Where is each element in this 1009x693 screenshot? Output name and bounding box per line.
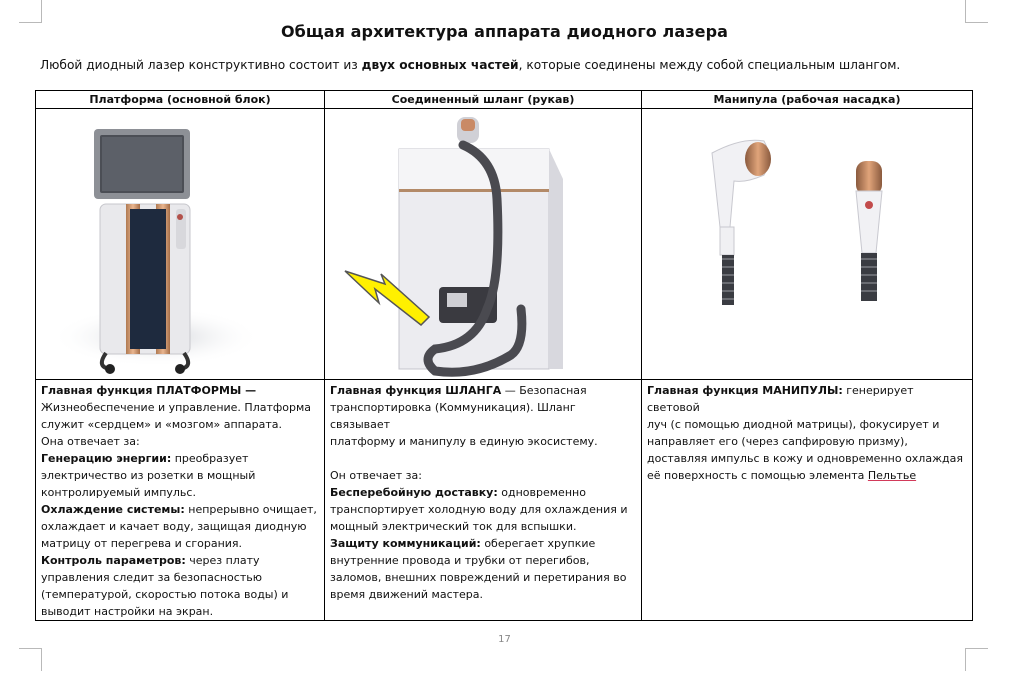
text-line: время движений мастера.	[330, 588, 484, 601]
table-text-row	[36, 380, 973, 621]
text-line: направляет его (через сапфировую призму),	[647, 435, 908, 448]
corner-mark-top-right	[965, 0, 988, 23]
table-header-row	[36, 91, 973, 109]
intro-text-bold: двух основных частей	[361, 58, 519, 72]
page-title: Общая архитектура аппарата диодного лазера	[280, 22, 729, 41]
text-line: Генерацию энергии: преобразует	[41, 452, 249, 465]
corner-mark-top-left	[19, 0, 42, 23]
text-line: Она отвечает за:	[41, 435, 140, 448]
platform-image-cell	[36, 109, 325, 380]
header-platform: Платформа (основной блок)	[36, 91, 325, 109]
text-line: доставляя импульс в кожу и одновременно охлаждая	[647, 452, 963, 465]
text-line: транспортирует холодную воду для охлаждения и	[330, 503, 628, 516]
corner-mark-bottom-right	[965, 648, 988, 671]
text-line: Он отвечает за:	[330, 469, 422, 482]
text-line: служит «сердцем» и «мозгом» аппарата.	[41, 418, 282, 431]
text-line: луч (с помощью диодной матрицы), фокусирует и	[647, 418, 940, 431]
page-number: 17	[498, 634, 511, 645]
handpiece-description	[642, 380, 973, 621]
text-line: матрицу от перегрева и сгорания.	[41, 537, 243, 550]
text-line: Главная функция ШЛАНГА — Безопасная	[330, 384, 587, 397]
text-line: Защиту коммуникаций: оберегает хрупкие	[330, 537, 596, 550]
text-line: Главная функция МАНИПУЛЫ: генерирует световой	[647, 384, 914, 414]
text-line: платформу и манипулу в единую экосистему.	[330, 435, 598, 448]
header-hose: Соединенный шланг (рукав)	[325, 91, 642, 109]
intro-paragraph	[40, 58, 980, 72]
intro-text-after: , которые соединены между собой специальным шлангом.	[518, 58, 901, 72]
text-line: Бесперебойную доставку: одновременно	[330, 486, 586, 499]
text-line: охлаждает и качает воду, защищая диодную	[41, 520, 307, 533]
text-line-blank	[330, 450, 637, 467]
text-line: её поверхность с помощью элемента Пельтье	[647, 469, 917, 482]
handpiece-image-cell	[642, 109, 973, 380]
text-line: транспортировка (Коммуникация). Шланг связывает	[330, 401, 576, 431]
laser-hose-image	[325, 109, 642, 379]
peltier-term: Пельтье	[867, 469, 917, 482]
hose-image-cell	[325, 109, 642, 380]
text-line: Контроль параметров: через плату	[41, 554, 260, 567]
text-line: электричество из розетки в мощный	[41, 469, 256, 482]
intro-text-before: Любой диодный лазер конструктивно состоит из	[40, 58, 362, 72]
laser-handpiece-image	[642, 109, 973, 379]
architecture-table	[35, 90, 973, 621]
text-line: Охлаждение системы: непрерывно очищает,	[41, 503, 317, 516]
text-line: Главная функция ПЛАТФОРМЫ —	[41, 384, 257, 397]
text-line: выводит настройки на экран.	[41, 605, 214, 618]
text-line: мощный электрический ток для вспышки.	[330, 520, 577, 533]
corner-mark-bottom-left	[19, 648, 42, 671]
text-line: Жизнеобеспечение и управление. Платформа	[41, 401, 312, 414]
table-image-row	[36, 109, 973, 380]
platform-description	[36, 380, 325, 621]
text-line: заломов, внешних повреждений и перетирания во	[330, 571, 627, 584]
header-handpiece: Манипула (рабочая насадка)	[642, 91, 973, 109]
text-line: (температурой, скоростью потока воды) и	[41, 588, 289, 601]
hose-description	[325, 380, 642, 621]
laser-platform-image	[36, 109, 325, 379]
text-line: управления следит за безопасностью	[41, 571, 262, 584]
text-line: контролируемый импульс.	[41, 486, 196, 499]
text-line: внутренние провода и трубки от перегибов,	[330, 554, 590, 567]
